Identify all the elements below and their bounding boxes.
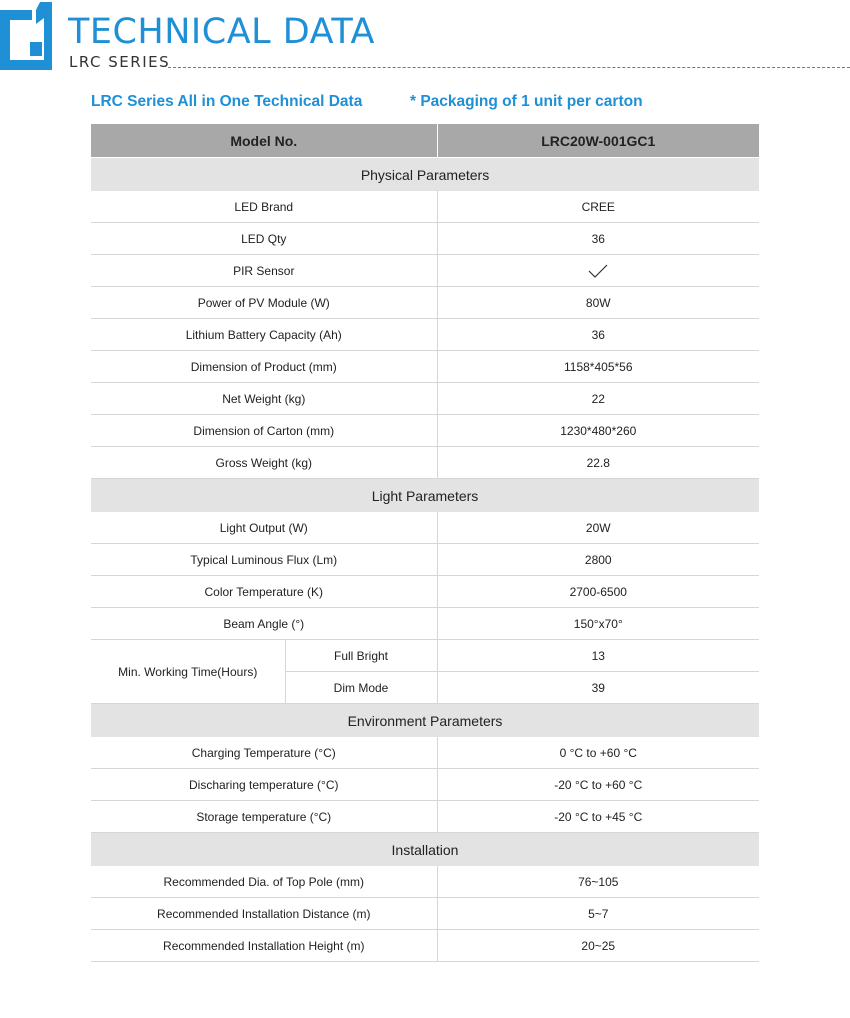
table-row bbox=[91, 640, 759, 672]
check-icon bbox=[588, 263, 608, 279]
section-title: Installation bbox=[91, 833, 759, 867]
table-row bbox=[91, 191, 759, 223]
dim-mode-value: 39 bbox=[437, 672, 759, 704]
row-value: -20 °C to +45 °C bbox=[437, 801, 759, 833]
table-header-row bbox=[91, 124, 759, 158]
table-row bbox=[91, 351, 759, 383]
row-label: Power of PV Module (W) bbox=[91, 287, 437, 319]
spec-table bbox=[91, 124, 759, 962]
row-label: Recommended Installation Height (m) bbox=[91, 930, 437, 962]
row-value: 22 bbox=[437, 383, 759, 415]
row-value: 1158*405*56 bbox=[437, 351, 759, 383]
table-row bbox=[91, 319, 759, 351]
section-header bbox=[91, 704, 759, 738]
table-row bbox=[91, 898, 759, 930]
row-value: 20~25 bbox=[437, 930, 759, 962]
row-label: Typical Luminous Flux (Lm) bbox=[91, 544, 437, 576]
working-time-label: Min. Working Time(Hours) bbox=[91, 640, 285, 704]
row-label: Dimension of Product (mm) bbox=[91, 351, 437, 383]
row-label: Storage temperature (°C) bbox=[91, 801, 437, 833]
page-title: TECHNICAL DATA bbox=[68, 12, 375, 52]
model-value: LRC20W-001GC1 bbox=[437, 124, 759, 158]
row-value: 1230*480*260 bbox=[437, 415, 759, 447]
table-row bbox=[91, 608, 759, 640]
row-label: Discharing temperature (°C) bbox=[91, 769, 437, 801]
row-label: Lithium Battery Capacity (Ah) bbox=[91, 319, 437, 351]
section-title: Environment Parameters bbox=[91, 704, 759, 738]
table-row bbox=[91, 737, 759, 769]
full-bright-label: Full Bright bbox=[285, 640, 437, 672]
row-label: LED Qty bbox=[91, 223, 437, 255]
table-row bbox=[91, 223, 759, 255]
packaging-note: * Packaging of 1 unit per carton bbox=[410, 93, 643, 110]
row-label: Recommended Installation Distance (m) bbox=[91, 898, 437, 930]
section-title: Light Parameters bbox=[91, 479, 759, 513]
section-header bbox=[91, 833, 759, 867]
row-label: Recommended Dia. of Top Pole (mm) bbox=[91, 866, 437, 898]
full-bright-value: 13 bbox=[437, 640, 759, 672]
row-label: LED Brand bbox=[91, 191, 437, 223]
row-value: 5~7 bbox=[437, 898, 759, 930]
row-value: 2800 bbox=[437, 544, 759, 576]
table-row bbox=[91, 447, 759, 479]
table-row bbox=[91, 930, 759, 962]
row-value bbox=[437, 255, 759, 287]
table-row bbox=[91, 383, 759, 415]
table-row bbox=[91, 769, 759, 801]
row-label: Charging Temperature (°C) bbox=[91, 737, 437, 769]
row-value: 150°x70° bbox=[437, 608, 759, 640]
row-label: Light Output (W) bbox=[91, 512, 437, 544]
row-label: Gross Weight (kg) bbox=[91, 447, 437, 479]
row-value: 36 bbox=[437, 223, 759, 255]
model-label: Model No. bbox=[91, 124, 437, 158]
row-value: 0 °C to +60 °C bbox=[437, 737, 759, 769]
row-value: 2700-6500 bbox=[437, 576, 759, 608]
table-row bbox=[91, 512, 759, 544]
row-label: Beam Angle (°) bbox=[91, 608, 437, 640]
table-row bbox=[91, 866, 759, 898]
row-value: 76~105 bbox=[437, 866, 759, 898]
row-value: -20 °C to +60 °C bbox=[437, 769, 759, 801]
row-label: Net Weight (kg) bbox=[91, 383, 437, 415]
section-header bbox=[91, 158, 759, 192]
section-title: Physical Parameters bbox=[91, 158, 759, 192]
table-row bbox=[91, 287, 759, 319]
row-value: CREE bbox=[437, 191, 759, 223]
page-subtitle: LRC SERIES bbox=[69, 53, 171, 71]
section-header bbox=[91, 479, 759, 513]
table-row bbox=[91, 801, 759, 833]
row-label: PIR Sensor bbox=[91, 255, 437, 287]
dotted-divider bbox=[168, 67, 850, 68]
row-label: Color Temperature (K) bbox=[91, 576, 437, 608]
table-row bbox=[91, 544, 759, 576]
row-label: Dimension of Carton (mm) bbox=[91, 415, 437, 447]
table-row bbox=[91, 576, 759, 608]
row-value: 80W bbox=[437, 287, 759, 319]
row-value: 36 bbox=[437, 319, 759, 351]
row-value: 20W bbox=[437, 512, 759, 544]
table-heading: LRC Series All in One Technical Data bbox=[91, 93, 363, 110]
brand-logo bbox=[0, 2, 62, 70]
dim-mode-label: Dim Mode bbox=[285, 672, 437, 704]
row-value: 22.8 bbox=[437, 447, 759, 479]
table-row bbox=[91, 415, 759, 447]
table-row bbox=[91, 255, 759, 287]
